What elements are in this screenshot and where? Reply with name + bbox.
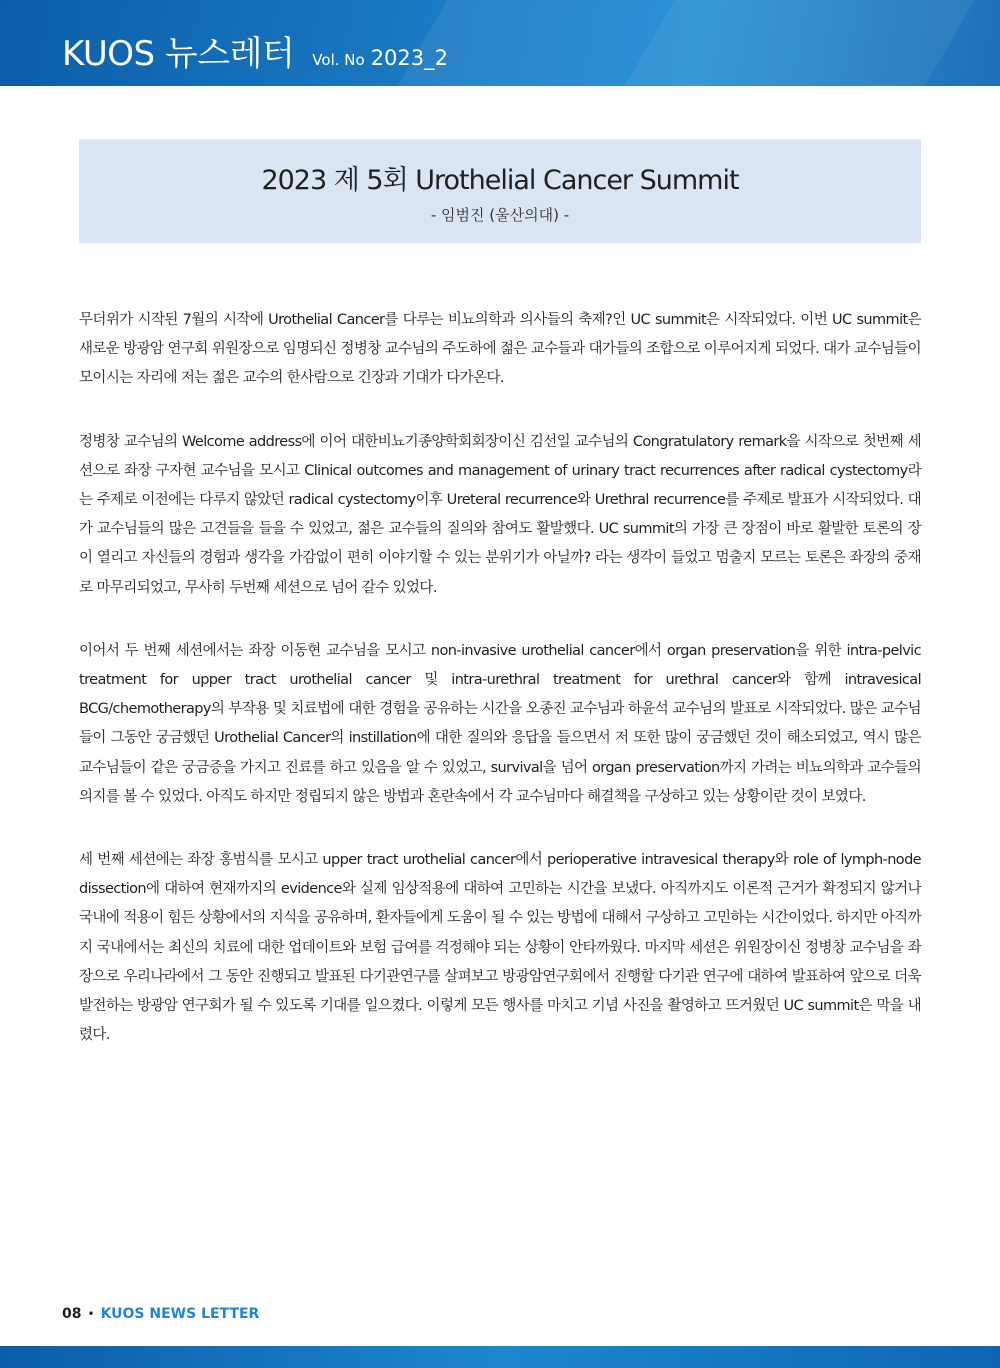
article-author: - 임범진 (울산의대) - bbox=[430, 206, 570, 224]
article-body bbox=[79, 306, 921, 1084]
article-title-box bbox=[79, 139, 921, 243]
page-number: 08 bbox=[62, 1306, 82, 1322]
article-paragraph: 이어서 두 번째 세션에서는 좌장 이동현 교수님을 모시고 non-invasive urothelial cancer에서 organ preservation을 위한 intra-pelvic treatment for upper tract urothelial cancer 및 intra-urethral treatment for urethral cancer와 함께 intravesical BCG/chemotherapy의 부작용 및 치료법에 대한 경험을 공유하는 시간을 오종진 교수님과 하윤석 교수님의 발표로 시작되었다. 많은 교수님들이 그동안 궁금했던 Urothelial Cancer의 instillation에 대한 질의와 응답을 들으면서 저 또한 많이 궁금했던 것이 해소되었고, 역시 많은 교수님들이 같은 궁금증을 가지고 진료를 하고 있음을 알 수 있었고, survival을 넘어 organ preservation까지 가려는 비뇨의학과 교수들의 의지를 볼 수 있었다. 아직도 하지만 정립되지 않은 방법과 혼란속에서 각 교수님마다 해결책을 구상하고 있는 상황이란 것이 보였다. bbox=[79, 642, 921, 805]
article-paragraph: 무더위가 시작된 7월의 시작에 Urothelial Cancer를 다루는 비뇨의학과 의사들의 축제?인 UC summit은 시작되었다. 이번 UC summit은 새로운 방광암 연구회 위원장으로 임명되신 정병창 교수님의 주도하에 젊은 교수들과 대가들의 조합으로 이루어지게 되었다. 대가 교수님들이 모이시는 자리에 저는 젊은 교수의 한사람으로 긴장과 기대가 다가온다. bbox=[79, 312, 921, 387]
volume-label: Vol. No bbox=[312, 51, 365, 69]
page-footer bbox=[62, 1306, 259, 1322]
masthead bbox=[62, 26, 448, 75]
article-paragraph: 세 번째 세션에는 좌장 홍범식를 모시고 upper tract urothelial cancer에서 perioperative intravesical therapy와 role of lymph-node dissection에 대하여 현재까지의 evidence와 실제 임상적용에 대하여 고민하는 시간을 보냈다. 아직까지도 이론적 근거가 확정되지 않거나 국내에 적용이 힘든 상황에서의 지식을 공유하며, 환자들에게 도움이 될 수 있는 방법에 대해서 구상하고 고민하는 시간이었다. 하지만 아직까지 국내에서는 최신의 치료에 대한 업데이트와 보험 급여를 걱정해야 되는 상황이 안타까웠다. 마지막 세션은 위원장이신 정병창 교수님을 좌장으로 우리나라에서 그 동안 진행되고 발표된 다기관연구를 살펴보고 방광암연구회에서 진행할 다기관 연구에 대하여 발표하여 앞으로 더욱 발전하는 방광암 연구회가 될 수 있도록 기대를 일으켰다. 이렇게 모든 행사를 마치고 기념 사진을 촬영하고 뜨거웠던 UC summit은 막을 내렸다. bbox=[79, 852, 921, 1044]
article-title: 2023 제 5회 Urothelial Cancer Summit bbox=[261, 165, 739, 196]
article-paragraph: 정병창 교수님의 Welcome address에 이어 대한비뇨기종양학회회장이신 김선일 교수님의 Congratulatory remark을 시작으로 첫번째 세션으로 좌장 구자현 교수님을 모시고 Clinical outcomes and management of urinary tract recurrences after radical cystectomy라는 주제로 이전에는 다루지 않았던 radical cystectomy이후 Ureteral recurrence와 Urethral recurrence를 주제로 발표가 시작되었다. 대가 교수님들의 많은 고견들을 들을 수 있었고, 젊은 교수들의 질의와 참여도 활발했다. UC summit의 가장 큰 장점이 바로 활발한 토론의 장이 열리고 자신들의 경험과 생각을 가감없이 편히 이야기할 수 있는 분위기가 아닐까? 라는 생각이 들었고 멈출지 모르는 토론은 좌장의 중재로 마무리되었고, 무사히 두번째 세션으로 넘어 갈수 있었다. bbox=[79, 433, 921, 596]
series-name: KUOS NEWS LETTER bbox=[100, 1306, 260, 1322]
newsletter-brand: KUOS 뉴스레터 bbox=[62, 34, 295, 74]
footer-bar bbox=[0, 1346, 1000, 1368]
issue-number: 2023_2 bbox=[370, 46, 448, 70]
bullet-separator: • bbox=[87, 1307, 95, 1321]
header-banner bbox=[0, 0, 1000, 86]
